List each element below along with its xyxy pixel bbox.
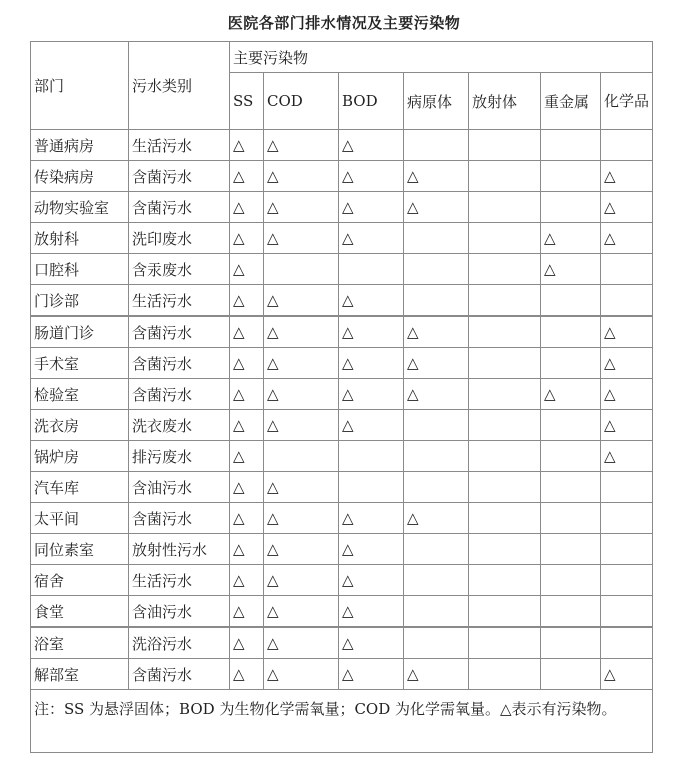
department-cell: 肠道门诊 (31, 316, 129, 348)
wastewater-type-cell: 含油污水 (129, 596, 230, 628)
pollutant-mark-cell: △ (601, 316, 653, 348)
pollutant-mark-cell (541, 285, 601, 317)
pollutant-mark-cell: △ (339, 192, 404, 223)
department-cell: 浴室 (31, 627, 129, 659)
department-cell: 锅炉房 (31, 441, 129, 472)
header-pollutant: 放射体 (469, 73, 541, 130)
wastewater-type-cell: 含菌污水 (129, 161, 230, 192)
pollutant-mark-cell (469, 472, 541, 503)
department-cell: 门诊部 (31, 285, 129, 317)
header-pollutant: COD (264, 73, 339, 130)
pollutant-mark-cell (541, 627, 601, 659)
header-pollutant: 化学品 (601, 73, 653, 130)
pollutant-mark-cell: △ (541, 254, 601, 285)
pollutant-mark-cell (601, 130, 653, 161)
table-row (31, 130, 653, 161)
pollutant-mark-cell: △ (339, 285, 404, 317)
department-cell: 食堂 (31, 596, 129, 628)
wastewater-type-cell: 生活污水 (129, 130, 230, 161)
pollutant-mark-cell: △ (264, 596, 339, 628)
header-pollutant: BOD (339, 73, 404, 130)
pollutant-mark-cell: △ (230, 503, 264, 534)
pollutant-mark-cell: △ (264, 192, 339, 223)
pollutant-mark-cell: △ (339, 348, 404, 379)
pollutant-mark-cell (541, 503, 601, 534)
pollutant-mark-cell: △ (404, 192, 469, 223)
pollutant-mark-cell (541, 441, 601, 472)
pollutant-mark-cell (404, 627, 469, 659)
pollutant-mark-cell: △ (541, 379, 601, 410)
pollutant-mark-cell (264, 254, 339, 285)
pollutant-mark-cell (469, 441, 541, 472)
pollutant-mark-cell (601, 627, 653, 659)
department-cell: 传染病房 (31, 161, 129, 192)
pollutant-mark-cell (264, 441, 339, 472)
pollutant-mark-cell (469, 348, 541, 379)
table-row (31, 285, 653, 317)
pollutant-mark-cell: △ (230, 534, 264, 565)
pollutant-mark-cell (469, 503, 541, 534)
pollutant-mark-cell (469, 161, 541, 192)
pollutant-mark-cell: △ (230, 441, 264, 472)
pollutant-mark-cell (601, 285, 653, 317)
department-cell: 宿舍 (31, 565, 129, 596)
department-cell: 解部室 (31, 659, 129, 690)
pollutant-mark-cell (469, 379, 541, 410)
pollutant-mark-cell: △ (404, 379, 469, 410)
department-cell: 检验室 (31, 379, 129, 410)
pollutant-mark-cell: △ (264, 130, 339, 161)
pollutant-mark-cell: △ (230, 410, 264, 441)
pollutant-mark-cell: △ (601, 379, 653, 410)
pollutant-mark-cell: △ (230, 285, 264, 317)
pollutant-mark-cell (469, 534, 541, 565)
table-row (31, 659, 653, 690)
pollutant-mark-cell: △ (264, 627, 339, 659)
wastewater-type-cell: 含菌污水 (129, 503, 230, 534)
pollutant-mark-cell (404, 410, 469, 441)
table-row (31, 596, 653, 628)
pollutant-mark-cell: △ (339, 503, 404, 534)
department-cell: 动物实验室 (31, 192, 129, 223)
pollutant-mark-cell (339, 472, 404, 503)
pollutant-mark-cell (541, 316, 601, 348)
pollutant-mark-cell: △ (339, 161, 404, 192)
pollutant-mark-cell: △ (601, 659, 653, 690)
pollutant-mark-cell (469, 410, 541, 441)
pollutant-mark-cell (541, 410, 601, 441)
pollutant-mark-cell (404, 596, 469, 628)
pollutant-mark-cell (404, 223, 469, 254)
pollutant-mark-cell (469, 596, 541, 628)
pollutant-mark-cell (404, 472, 469, 503)
pollutant-mark-cell: △ (541, 223, 601, 254)
pollutant-mark-cell (469, 627, 541, 659)
pollutant-mark-cell (404, 254, 469, 285)
pollutant-mark-cell: △ (230, 627, 264, 659)
header-pollutants-group: 主要污染物 (230, 42, 653, 73)
wastewater-type-cell: 含菌污水 (129, 348, 230, 379)
pollutant-mark-cell: △ (404, 316, 469, 348)
pollutant-mark-cell (469, 223, 541, 254)
pollutant-mark-cell: △ (404, 348, 469, 379)
pollutant-mark-cell: △ (339, 659, 404, 690)
pollutant-mark-cell (601, 596, 653, 628)
pollutant-mark-cell (469, 316, 541, 348)
note-row (31, 690, 653, 753)
pollutant-mark-cell: △ (339, 316, 404, 348)
table-row (31, 441, 653, 472)
pollutant-mark-cell (404, 441, 469, 472)
pollutant-mark-cell: △ (230, 192, 264, 223)
pollutant-mark-cell (541, 596, 601, 628)
pollutant-mark-cell: △ (264, 472, 339, 503)
pollutant-mark-cell: △ (230, 130, 264, 161)
department-cell: 汽车库 (31, 472, 129, 503)
pollutant-mark-cell: △ (264, 503, 339, 534)
pollutant-mark-cell: △ (264, 379, 339, 410)
pollutant-mark-cell: △ (264, 348, 339, 379)
table-row (31, 472, 653, 503)
pollutant-mark-cell (601, 534, 653, 565)
table-row (31, 627, 653, 659)
pollutant-mark-cell: △ (601, 223, 653, 254)
pollutant-mark-cell: △ (230, 379, 264, 410)
pollutant-mark-cell (541, 192, 601, 223)
pollutant-mark-cell: △ (339, 410, 404, 441)
pollutant-mark-cell (541, 161, 601, 192)
table-row (31, 254, 653, 285)
pollutant-mark-cell: △ (230, 659, 264, 690)
table-row (31, 379, 653, 410)
department-cell: 口腔科 (31, 254, 129, 285)
pollutant-mark-cell: △ (230, 596, 264, 628)
pollutants-table (30, 41, 653, 753)
table-row (31, 316, 653, 348)
table-title: 医院各部门排水情况及主要污染物 (227, 14, 461, 32)
table-row (31, 192, 653, 223)
pollutant-mark-cell: △ (264, 534, 339, 565)
pollutant-mark-cell: △ (264, 223, 339, 254)
wastewater-type-cell: 含菌污水 (129, 659, 230, 690)
header-department: 部门 (31, 42, 129, 130)
pollutant-mark-cell: △ (339, 130, 404, 161)
pollutant-mark-cell: △ (404, 161, 469, 192)
pollutant-mark-cell: △ (230, 316, 264, 348)
pollutant-mark-cell: △ (404, 659, 469, 690)
pollutant-mark-cell (601, 254, 653, 285)
table-note: 注：SS 为悬浮固体；BOD 为生物化学需氧量；COD 为化学需氧量。△表示有污染物。 (31, 690, 653, 753)
pollutant-mark-cell: △ (264, 285, 339, 317)
pollutant-mark-cell (469, 130, 541, 161)
pollutant-mark-cell (339, 254, 404, 285)
pollutant-mark-cell: △ (601, 441, 653, 472)
header-pollutant: SS (230, 73, 264, 130)
pollutant-mark-cell (469, 285, 541, 317)
pollutant-mark-cell: △ (601, 161, 653, 192)
pollutant-mark-cell: △ (230, 472, 264, 503)
pollutant-mark-cell: △ (264, 565, 339, 596)
wastewater-type-cell: 洗印废水 (129, 223, 230, 254)
pollutant-mark-cell (404, 534, 469, 565)
pollutant-mark-cell: △ (339, 534, 404, 565)
pollutant-mark-cell: △ (601, 192, 653, 223)
pollutant-mark-cell (404, 285, 469, 317)
pollutant-mark-cell (541, 348, 601, 379)
pollutant-mark-cell (601, 565, 653, 596)
pollutant-mark-cell: △ (601, 410, 653, 441)
department-cell: 手术室 (31, 348, 129, 379)
wastewater-type-cell: 含油污水 (129, 472, 230, 503)
pollutant-mark-cell (601, 503, 653, 534)
wastewater-type-cell: 含汞废水 (129, 254, 230, 285)
header-pollutant: 重金属 (541, 73, 601, 130)
pollutant-mark-cell (339, 441, 404, 472)
department-cell: 放射科 (31, 223, 129, 254)
department-cell: 太平间 (31, 503, 129, 534)
pollutant-mark-cell: △ (339, 596, 404, 628)
pollutant-mark-cell (601, 472, 653, 503)
pollutant-mark-cell: △ (230, 565, 264, 596)
wastewater-type-cell: 洗浴污水 (129, 627, 230, 659)
wastewater-type-cell: 含菌污水 (129, 379, 230, 410)
table-row (31, 410, 653, 441)
pollutant-mark-cell (469, 659, 541, 690)
department-cell: 普通病房 (31, 130, 129, 161)
wastewater-type-cell: 排污废水 (129, 441, 230, 472)
pollutant-mark-cell (404, 565, 469, 596)
pollutant-mark-cell: △ (230, 161, 264, 192)
pollutant-mark-cell: △ (264, 316, 339, 348)
pollutant-mark-cell: △ (264, 161, 339, 192)
pollutant-mark-cell (541, 534, 601, 565)
pollutant-mark-cell: △ (339, 223, 404, 254)
pollutant-mark-cell: △ (339, 379, 404, 410)
table-row (31, 503, 653, 534)
department-cell: 同位素室 (31, 534, 129, 565)
pollutant-mark-cell: △ (230, 348, 264, 379)
pollutant-mark-cell (404, 130, 469, 161)
header-pollutant: 病原体 (404, 73, 469, 130)
table-row (31, 223, 653, 254)
pollutant-mark-cell (541, 130, 601, 161)
pollutant-mark-cell (469, 565, 541, 596)
pollutant-mark-cell: △ (601, 348, 653, 379)
table-row (31, 161, 653, 192)
wastewater-type-cell: 含菌污水 (129, 192, 230, 223)
pollutant-mark-cell (541, 659, 601, 690)
table-row (31, 534, 653, 565)
pollutant-mark-cell: △ (264, 659, 339, 690)
department-cell: 洗衣房 (31, 410, 129, 441)
wastewater-type-cell: 放射性污水 (129, 534, 230, 565)
wastewater-type-cell: 含菌污水 (129, 316, 230, 348)
wastewater-type-cell: 生活污水 (129, 285, 230, 317)
pollutant-mark-cell (541, 472, 601, 503)
pollutant-mark-cell: △ (339, 565, 404, 596)
table-row (31, 565, 653, 596)
pollutant-mark-cell: △ (230, 254, 264, 285)
wastewater-type-cell: 洗衣废水 (129, 410, 230, 441)
pollutant-mark-cell (541, 565, 601, 596)
pollutant-mark-cell (469, 254, 541, 285)
pollutant-mark-cell (469, 192, 541, 223)
wastewater-type-cell: 生活污水 (129, 565, 230, 596)
table-row (31, 348, 653, 379)
pollutant-mark-cell: △ (404, 503, 469, 534)
pollutant-mark-cell: △ (264, 410, 339, 441)
pollutant-mark-cell: △ (339, 627, 404, 659)
header-wastewater-type: 污水类别 (129, 42, 230, 130)
pollutant-mark-cell: △ (230, 223, 264, 254)
